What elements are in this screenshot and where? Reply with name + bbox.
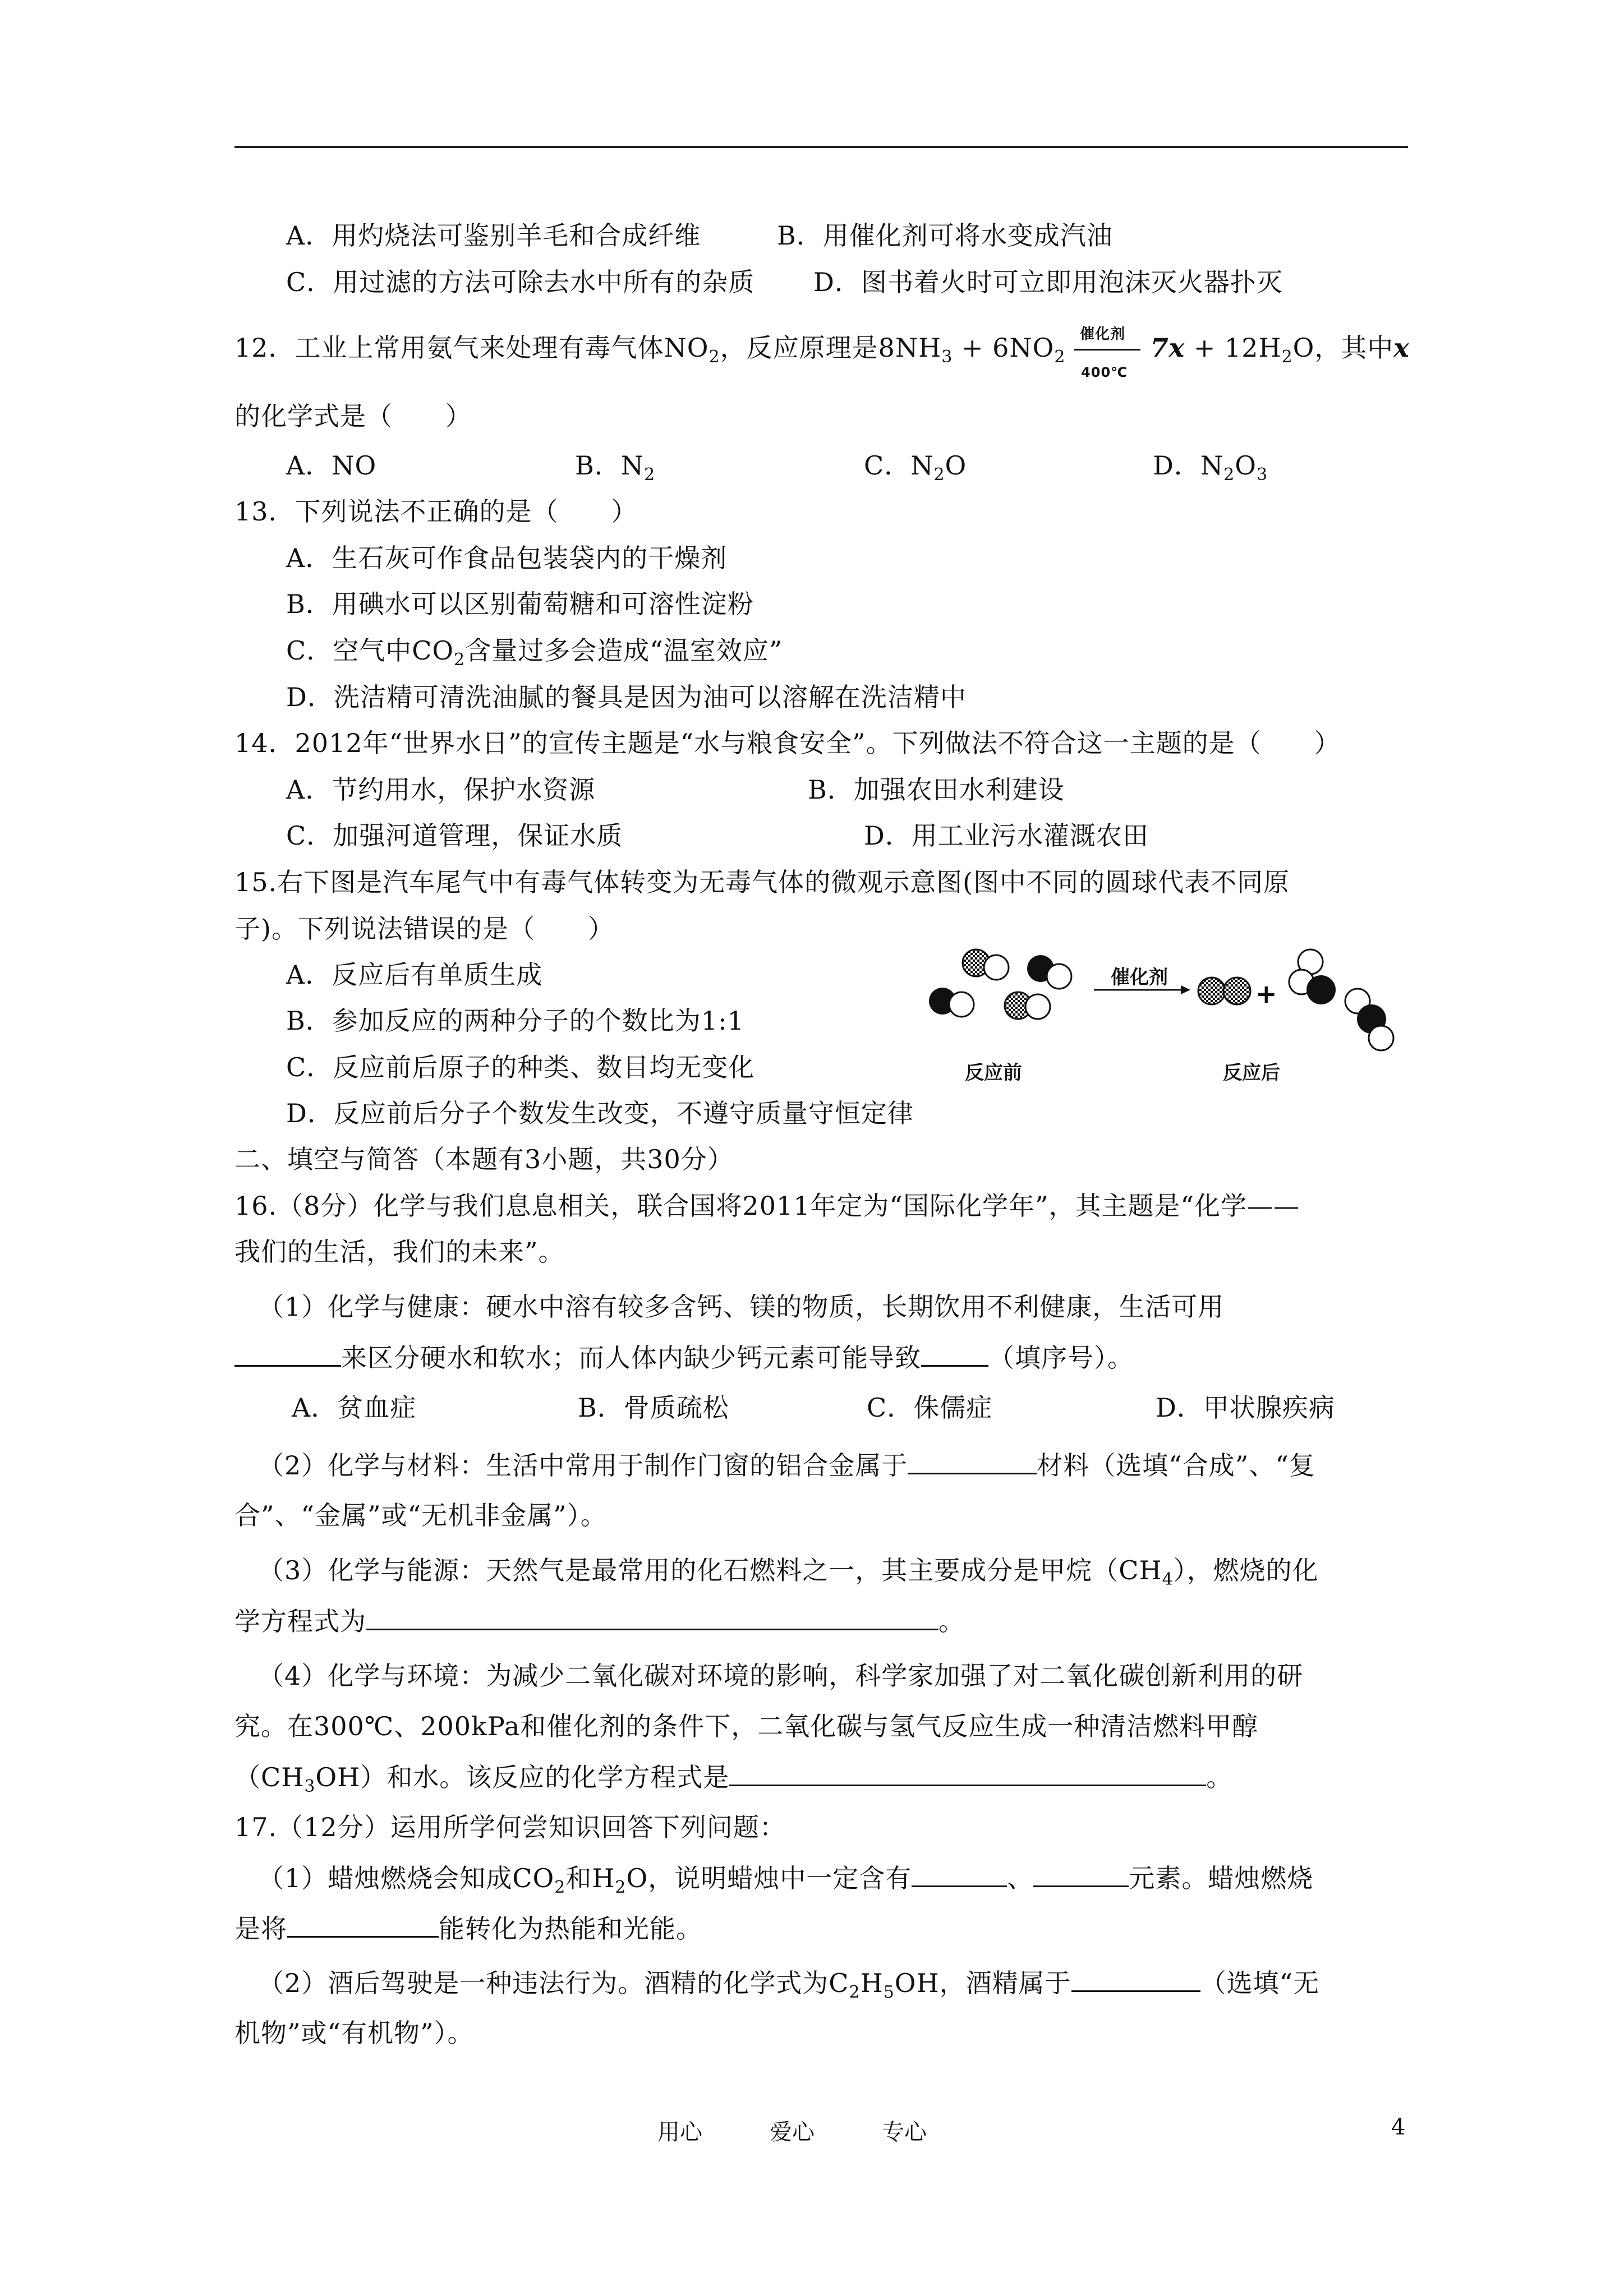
q14-option-d: D．用工业污水灌溉农田: [864, 820, 1149, 851]
q16-part2-line1: （2）化学与材料：生活中常用于制作门窗的铝合金属于 材料（选填“合成”、“复: [258, 1448, 1315, 1482]
answer-blank[interactable]: [366, 1604, 938, 1630]
page-number: 4: [1391, 2114, 1406, 2140]
q16-option-d: D．甲状腺疾病: [1156, 1393, 1335, 1423]
q15-stem-line2: 子)。下列说法错误的是（ ）: [234, 914, 614, 944]
q15-option-b: B．参加反应的两种分子的个数比为1:1: [286, 1006, 744, 1036]
plus-sign: +: [1255, 979, 1277, 1009]
q17-part2-line1: （2）酒后驾驶是一种违法行为。酒精的化学式为$C_2H_5OH$，酒精属于 （选填“无: [258, 1966, 1319, 2000]
q12-stem: 12．工业上常用氨气来处理有毒气体$NO_2$，反应原理是$8NH_3 + 6NO_2$ 催化剂 400℃ $7x + 12H_2O$，其中x: [234, 326, 1410, 380]
q14-option-b: B．加强农田水利建设: [808, 774, 1065, 805]
q15-option-c: C．反应前后原子的种类、数目均无变化: [286, 1052, 755, 1082]
q15-option-d: D．反应前后分子个数发生改变，不遵守质量守恒定律: [286, 1098, 914, 1128]
section-heading: 二、填空与简答（本题有3小题，共30分）: [234, 1144, 734, 1174]
q13-stem: 13．下列说法不正确的是（ ）: [234, 496, 638, 527]
q16-part1-line2: 来区分硬水和软水；而人体内缺少钙元素可能导致 （填序号）。: [234, 1340, 1134, 1375]
q16-part3-line1: （3）化学与能源：天然气是最常用的化石燃料之一，其主要成分是甲烷$(CH_4)$，燃烧的化: [258, 1555, 1319, 1589]
q16-part2-line2: 合”、“金属”或“无机非金属”）。: [234, 1500, 607, 1530]
atom-black: [1306, 975, 1336, 1004]
answer-blank[interactable]: [729, 1760, 1206, 1786]
atom-white: [1047, 964, 1071, 989]
answer-blank[interactable]: [1071, 1966, 1200, 1992]
q12-option-c: C．$N_2O$: [864, 450, 967, 485]
q16-stem-line2: 我们的生活，我们的未来”。: [234, 1237, 565, 1267]
reaction-condition: 催化剂 400℃: [1074, 333, 1142, 367]
q15-stem: 15.右下图是汽车尾气中有毒气体转变为无毒气体的微观示意图(图中不同的圆球代表不同原: [234, 867, 1290, 897]
q11-option-c: C．用过滤的方法可除去水中所有的杂质: [286, 267, 755, 297]
q16-part3-line2: 学方程式为 。: [234, 1604, 965, 1638]
q12-option-b: B．$N_2$: [575, 450, 656, 485]
q16-option-a: A．贫血症: [292, 1393, 417, 1423]
atom-white: [1369, 1026, 1393, 1050]
footer-text-3: 专心: [882, 2119, 927, 2145]
q15-option-a: A．反应后有单质生成: [286, 960, 543, 990]
molecule-diagram: [926, 939, 1419, 1085]
q17-part2-line2: 机物”或“有机物”）。: [234, 2018, 474, 2048]
answer-blank[interactable]: [287, 1911, 439, 1938]
before-label: 反应前: [965, 1062, 1022, 1084]
q13-option-a: A．生石灰可作食品包装袋内的干燥剂: [286, 543, 728, 573]
q13-option-c: C．空气中$CO_2$含量过多会造成“温室效应”: [286, 635, 783, 670]
answer-blank[interactable]: [908, 1448, 1037, 1474]
q11-option-d: D．图书着火时可立即用泡沫灭火器扑灭: [813, 267, 1283, 297]
q11-option-a: A．用灼烧法可鉴别羊毛和合成纤维: [286, 220, 701, 251]
answer-blank[interactable]: [921, 1340, 988, 1367]
header-rule: [234, 146, 1408, 148]
footer-text-1: 用心: [657, 2119, 702, 2145]
q17-part1-line2: 是将 能转化为热能和光能。: [234, 1911, 702, 1945]
molecule-svg: [926, 939, 1419, 1052]
atom-white: [949, 992, 974, 1017]
q17-stem: 17.（12分）运用所学何尝知识回答下列问题：: [234, 1812, 786, 1842]
q17-part1-line1: （1）蜡烛燃烧会知成$CO_2$和$H_2O$，说明蜡烛中一定含有 、 元素。蜡烛燃烧: [258, 1861, 1313, 1895]
q16-stem: 16.（8分）化学与我们息息相关，联合国将2011年定为“国际化学年”，其主题是“化学——: [234, 1191, 1300, 1221]
q16-part1-line1: （1）化学与健康：硬水中溶有较多含钙、镁的物质，长期饮用不利健康，生活可用: [258, 1292, 1225, 1322]
atom-white: [1025, 994, 1050, 1019]
atom-white: [984, 955, 1009, 980]
q16-option-c: C．侏儒症: [867, 1393, 993, 1423]
q16-option-b: B．骨质疏松: [578, 1393, 729, 1423]
q12-option-a: A．NO: [286, 450, 377, 481]
q12-option-d: D．$N_2O_3$: [1153, 450, 1268, 485]
answer-blank[interactable]: [234, 1340, 341, 1367]
catalyst-label: 催化剂: [1111, 966, 1168, 989]
answer-blank[interactable]: [912, 1861, 1007, 1887]
q13-option-d: D．洗洁精可清洗油腻的餐具是因为油可以溶解在洗洁精中: [286, 682, 967, 712]
q14-option-a: A．节约用水，保护水资源: [286, 774, 596, 805]
atom-hatched: [1198, 978, 1225, 1004]
q14-option-c: C．加强河道管理，保证水质: [286, 820, 623, 851]
q11-option-b: B．用催化剂可将水变成汽油: [777, 220, 1113, 251]
q16-part4-line3: $(CH_3OH)$和水。该反应的化学方程式是 。: [234, 1760, 1232, 1794]
atom-hatched: [1223, 978, 1250, 1004]
q16-part4-line2: 究。在300℃、200kPa和催化剂的条件下，二氧化碳与氢气反应生成一种清洁燃料甲醇: [234, 1711, 1259, 1741]
q14-stem: 14．2012年“世界水日”的宣传主题是“水与粮食安全”。下列做法不符合这一主题的是（ ）: [234, 728, 1341, 758]
footer-text-2: 爱心: [770, 2119, 815, 2145]
q16-part4-line1: （4）化学与环境：为减少二氧化碳对环境的影响，科学家加强了对二氧化碳创新利用的研: [258, 1661, 1304, 1691]
q12-stem-line2: 的化学式是（ ）: [234, 401, 472, 431]
after-label: 反应后: [1223, 1062, 1280, 1084]
q13-option-b: B．用碘水可以区别葡萄糖和可溶性淀粉: [286, 589, 754, 619]
answer-blank[interactable]: [1033, 1861, 1129, 1887]
